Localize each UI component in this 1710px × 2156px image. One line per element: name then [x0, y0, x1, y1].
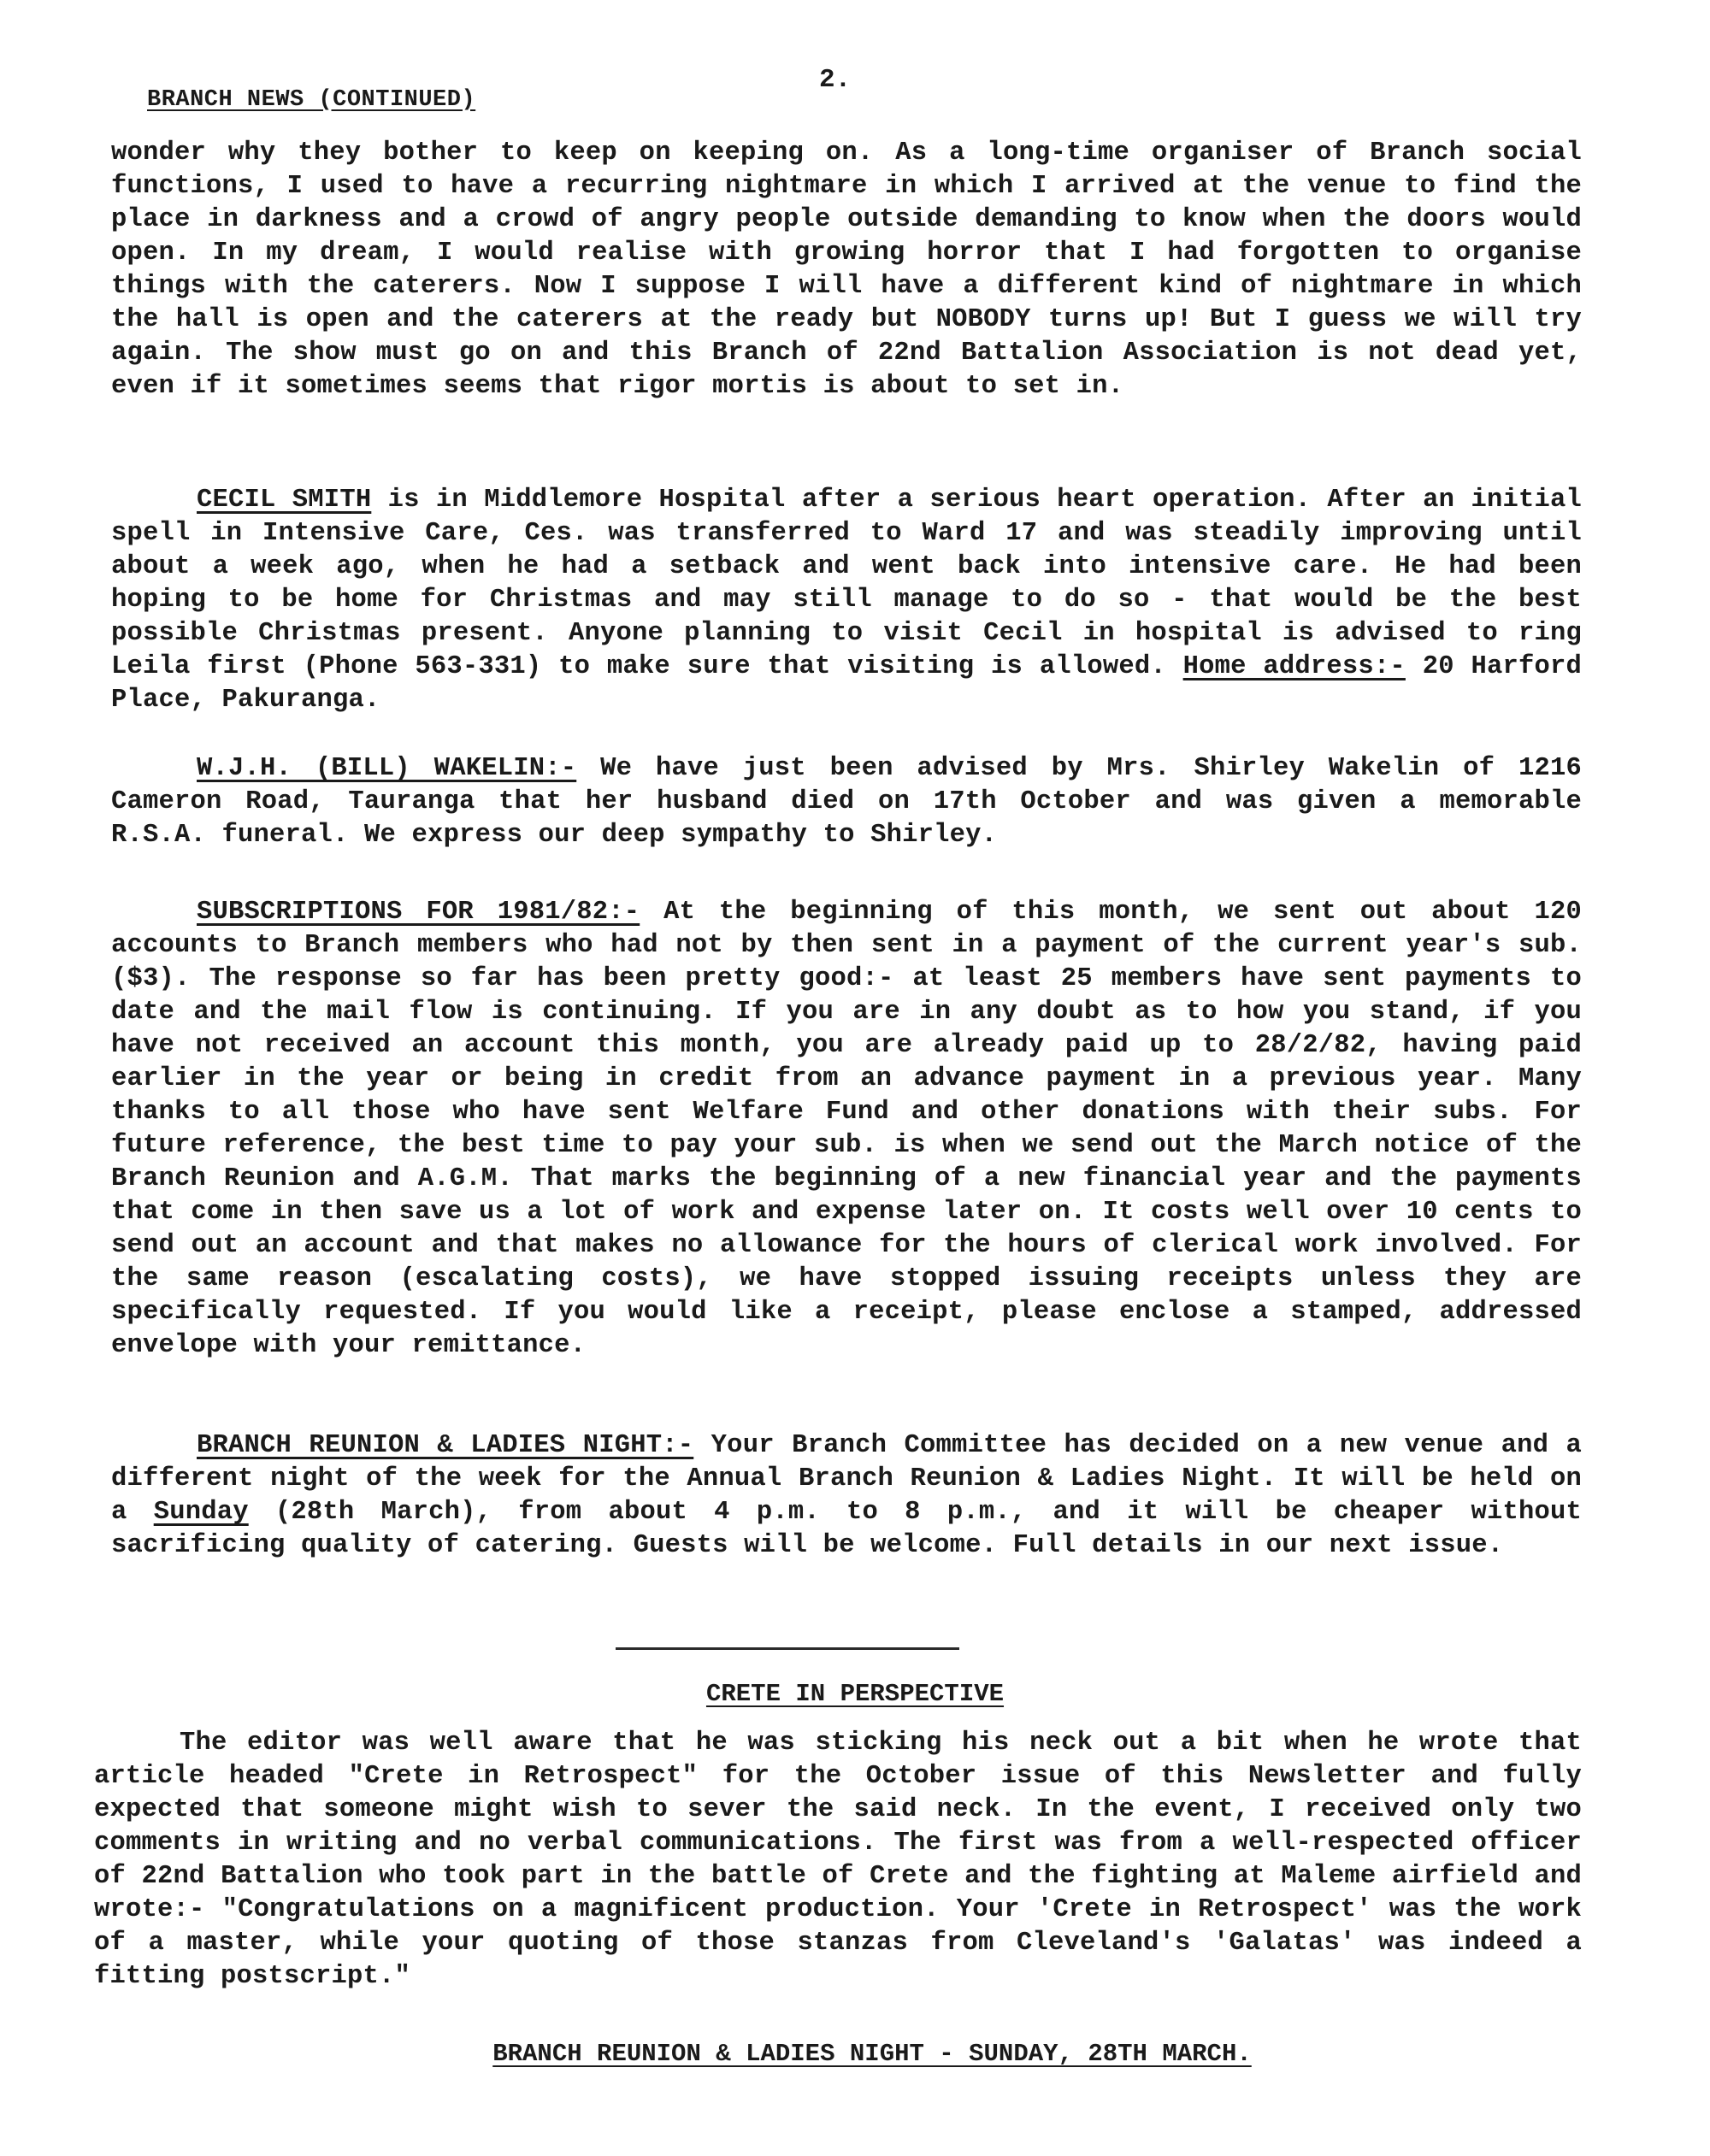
crete-title: CRETE IN PERSPECTIVE: [705, 1680, 1005, 1708]
subscriptions-article: [111, 896, 1582, 1363]
subscriptions-paragraph: [111, 896, 1582, 1363]
bill-text: We have just been advised by Mrs. Shirley Wakelin of 1216 Cameron Road, Tauranga that her husband died on 17th October and was given a memorable R.S.A. funeral. We express our deep sympathy to Shirley.: [111, 754, 1582, 850]
crete-paragraph: [94, 1727, 1582, 1994]
cecil-smith-article: [111, 484, 1582, 717]
reunion-article: [111, 1429, 1582, 1563]
continued-article: [111, 137, 1582, 404]
subscriptions-title: SUBSCRIPTIONS FOR 1981/82:-: [197, 898, 640, 927]
crete-text: The editor was well aware that he was sticking his neck out a bit when he wrote that article headed "Crete in Retrospect" for the October issue of this Newsletter and fully expected that someone might wish to sever the said neck. In the event, I received only two comments in writing and no verbal communications. The first was from a well-respected officer of 22nd Battalion who took part in the battle of Crete and the fighting at Maleme airfield and wrote:- "Congratulations on a magnificent production. Your 'Crete in Retrospect' was the work of a master, while your quoting of those stanzas from Cleveland's 'Galatas' was indeed a fitting postscript.": [94, 1729, 1582, 1991]
section-header: BRANCH NEWS (CONTINUED): [147, 87, 476, 113]
cecil-name: CECIL SMITH: [197, 486, 372, 515]
bill-wakelin-article: [111, 752, 1582, 852]
bill-name: W.J.H. (BILL) WAKELIN:-: [197, 754, 577, 783]
bill-paragraph: [111, 752, 1582, 852]
crete-article: [94, 1727, 1582, 1994]
reunion-title: BRANCH REUNION & LADIES NIGHT:-: [197, 1431, 694, 1460]
footer-notice: BRANCH REUNION & LADIES NIGHT - SUNDAY, 28TH MARCH.: [492, 2040, 1252, 2068]
reunion-text-before: Your Branch Committee has decided on a new venue and a different night of the week for the Annual Branch Reunion & Ladies Night. It will be held on a: [111, 1431, 1583, 1527]
cecil-paragraph: [111, 484, 1582, 717]
continued-paragraph: wonder why they bother to keep on keeping on. As a long-time organiser of Branch social functions, I used to have a recurring nightmare in which I arrived at the venue to find the place in darkness and a crowd of angry people outside demanding to know when the doors would open. In my dream, I would realise with growing horror that I had forgotten to organise things with the caterers. Now I suppose I will have a different kind of nightmare in which the hall is open and the caterers at the ready but NOBODY turns up! But I guess we will try again. The show must go on and this Branch of 22nd Battalion Association is not dead yet, even if it sometimes seems that rigor mortis is about to set in.: [111, 138, 1582, 401]
reunion-text-after: (28th March), from about 4 p.m. to 8 p.m., and it will be cheaper without sacrificing quality of catering. Guests will be welcome. Full details in our next issue.: [111, 1498, 1582, 1560]
reunion-paragraph: [111, 1429, 1582, 1563]
subscriptions-text: At the beginning of this month, we sent out about 120 accounts to Branch members who had not by then sent in a payment of the current year's sub. ($3). The response so far has been pretty good:- at least 25 members have sent payments to date and the mail flow is continuing. If you are in any doubt as to how you stand, if you have not received an account this month, you are already paid up to 28/2/82, having paid earlier in the year or being in credit from an advance payment in a previous year. Many thanks to all those who have sent Welfare Fund and other donations with their subs. For future reference, the best time to pay your sub. is when we send out the March notice of the Branch Reunion and A.G.M. That marks the beginning of a new financial year and the payments that come in then save us a lot of work and expense later on. It costs well over 10 cents to send out an account and that makes no allowance for the hours of clerical work involved. For the same reason (escalating costs), we have stopped issuing receipts unless they are specifically requested. If you would like a receipt, please enclose a stamped, addressed envelope with your remittance.: [111, 898, 1582, 1360]
cecil-text: is in Middlemore Hospital after a serious heart operation. After an initial spell in Intensive Care, Ces. was transferred to Ward 17 and was steadily improving until about a week ago, when he had a setback and went back into intensive care. He had been hoping to be home for Christmas and may still manage to do so - that would be the best possible Christmas present. Anyone planning to visit Cecil in hospital is advised to ring Leila first (Phone 563-331) to make sure that visiting is allowed.: [111, 486, 1582, 681]
cecil-address-label: Home address:-: [1182, 652, 1406, 681]
page-number: 2.: [819, 65, 852, 95]
section-divider: [616, 1647, 959, 1650]
cecil-address: 20 Harford Place, Pakuranga.: [111, 652, 1582, 715]
reunion-day: Sunday: [153, 1498, 249, 1527]
